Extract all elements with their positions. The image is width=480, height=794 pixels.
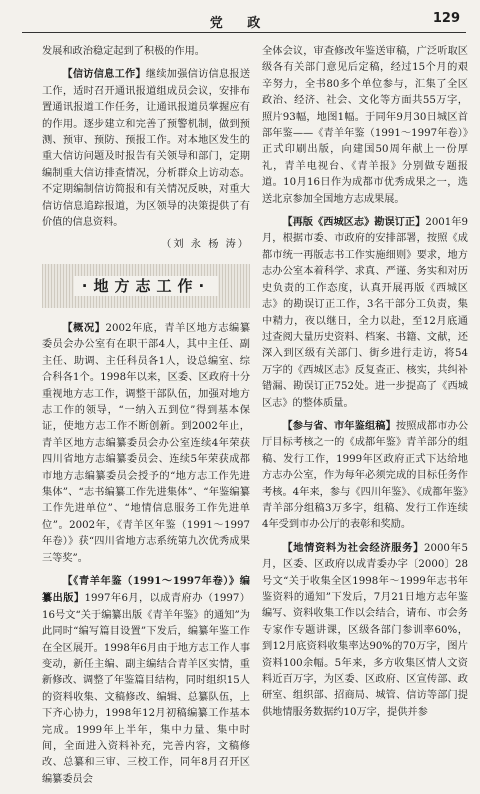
right-column — [262, 44, 468, 727]
running-title: 党 政 — [209, 16, 271, 31]
entry-overview — [42, 320, 250, 567]
entry-heading: 【信访信息工作】 — [62, 68, 146, 81]
continued-paragraph: 发展和政治稳定起到了积极的作用。 — [42, 46, 205, 57]
entry-petition-info — [42, 66, 250, 231]
entry-heading: 【《青羊年鉴（1991～1997年卷）》编纂出版】 — [42, 574, 250, 605]
entry-body: 2001年9月，根据市委、市政府的安排部署，按照《成都市统一再版志书工作实施细则》要求，地方志办公室本着科学、求真、严谨、务实和对历史负责的工作态度，认真开展再版《西城区志》的勘误订正工作，3名干部分工负责，集中精力，夜以继日，全力以赴，至12月底通过查阅大量历史资料、档案、书籍、文献，还深入到区级有关部门、街乡进行走访，将54万字的《西城区志》反复查正、核实，共纠补错漏、勘误订正752处。进一步提高了《西城区志》的整体质量。 — [262, 217, 468, 409]
entry-yearbook-publication — [42, 573, 250, 788]
entry-local-data-service — [262, 540, 468, 721]
entry-gazetteer-correction — [262, 214, 468, 412]
entry-heading: 【参与省、市年鉴组稿】 — [282, 419, 396, 432]
entry-heading: 【再版《西城区志》勘误订正】 — [282, 216, 426, 229]
entry-yearbook-contribution — [262, 418, 468, 534]
entry-heading: 【地情资料为社会经济服务】 — [282, 541, 424, 554]
entry-body: 1997年6月，以成青府办（1997）16号文“关于编纂出版《青羊年鉴》的通知”为此同时“编写篇目设置”下发后，编纂年鉴工作在全区展开。1998年6月由于地方志工作人事变动，新任主编、副主编结合青羊区实情，重新修改、调整了年鉴篇目结构，同时组织15人的资料收集、文稿修改、编辑、总纂队伍，上下齐心协力，1998年12月初稿编纂工作基本完成。1999年上半年，集中力量、集中时间，全面进入资料补充，完善内容，文稿修改、总纂和三审、三校工作，同年8月召开区编纂委员会 — [42, 593, 250, 785]
section-banner — [42, 264, 250, 308]
left-column — [42, 44, 250, 794]
entry-body: 继续加强信访信息报送工作，适时召开通讯报道组成员会议，安排布置通讯报道工作任务，让通讯报道员掌握应有的作用。逐步建立和完善了预警机制，做到预测、预审、预防、预报工作。对本地区发生的重大信访问题及时报告有关领导和部门，定期编制重大信访排查情况，分析群众上访动态。不定期编制信访简报和有关情况反映，对重大信访信息追踪报道，为区领导的决策提供了有价值的信息资料。 — [42, 69, 251, 229]
page-header — [0, 0, 480, 40]
page-number: 129 — [432, 11, 460, 26]
section-title: ·地方志工作· — [74, 276, 218, 296]
entry-body: 2002年底，青羊区地方志编纂委员会办公室有在职干部4人，其中主任、副主任、助调、主任科员各1人，设总编室、综合科各1个。1998年以来，区委、区政府十分重视地方志工作，调整干部队伍，加强对地方志工作的领导，“一纳入五到位”得到基本保证，使地方志工作不断创新。到2002年止，青羊区地方志编纂委员会办公室连续4年荣获四川省地方志编纂委员会、连续5年荣获成都市地方志编纂委员会授予的“地方志工作先进集体”、“志书编纂工作先进集体”、“年鉴编纂工作先进单位”、“地情信息服务工作先进单位”。2002年，《青羊区年鉴（1991～1997年卷）》获“四川省地方志系统第九次优秀成果三等奖”。 — [42, 322, 251, 564]
author-signature: （刘 永 杨 涛） — [161, 239, 250, 251]
entry-body: 2000年5月，区委、区政府以成青委办字〔2000〕28号文“关于收集全区1998年～1999年志书年鉴资料的通知”下发后，7月21日地方志年鉴编写、资料收集工作以会结合，请布、市会务专家作专题讲课，区级各部门参训率60%，到12月底资料收集率达90%的70万字，图片资料100余幅。5年来，多方收集区情人文资料近百万字，为区委、区政府、区宣传部、政研室、组织部、招商局、城管、信访等部门提供地情服务数据约10万字，提供并参 — [262, 542, 468, 718]
header-rule — [22, 32, 466, 33]
continued-paragraph: 全体会议，审查修改年鉴送审稿，广泛听取区级各有关部门意见后定稿，经过15个月的艰辛努力，全书80多个单位参与，汇集了全区政治、经济、社会、文化等方面共55万字，照片93幅，地图1幅。于同年9月30日城区首部年鉴——《青羊年鉴（1991～1997年卷）》正式印刷出版，向建国50周年献上一份厚礼，青羊电视台、《青羊报》分别做专题报道。10月16日作为成都市优秀成果之一，选送北京参加全国地方志成果展。 — [262, 46, 468, 205]
entry-body: 按照成都市办公厅目标考核之一的《成都年鉴》青羊部分的组稿、发行工作，1999年区政府正式下达给地方志办公室，作为每年必须完成的目标任务作考核。4年来，参与《四川年鉴》、《成都年鉴》青羊部分组稿3万多字，组稿、发行工作连续4年受到市办公厅的表彰和奖励。 — [262, 420, 469, 531]
entry-heading: 【概况】 — [62, 321, 106, 334]
